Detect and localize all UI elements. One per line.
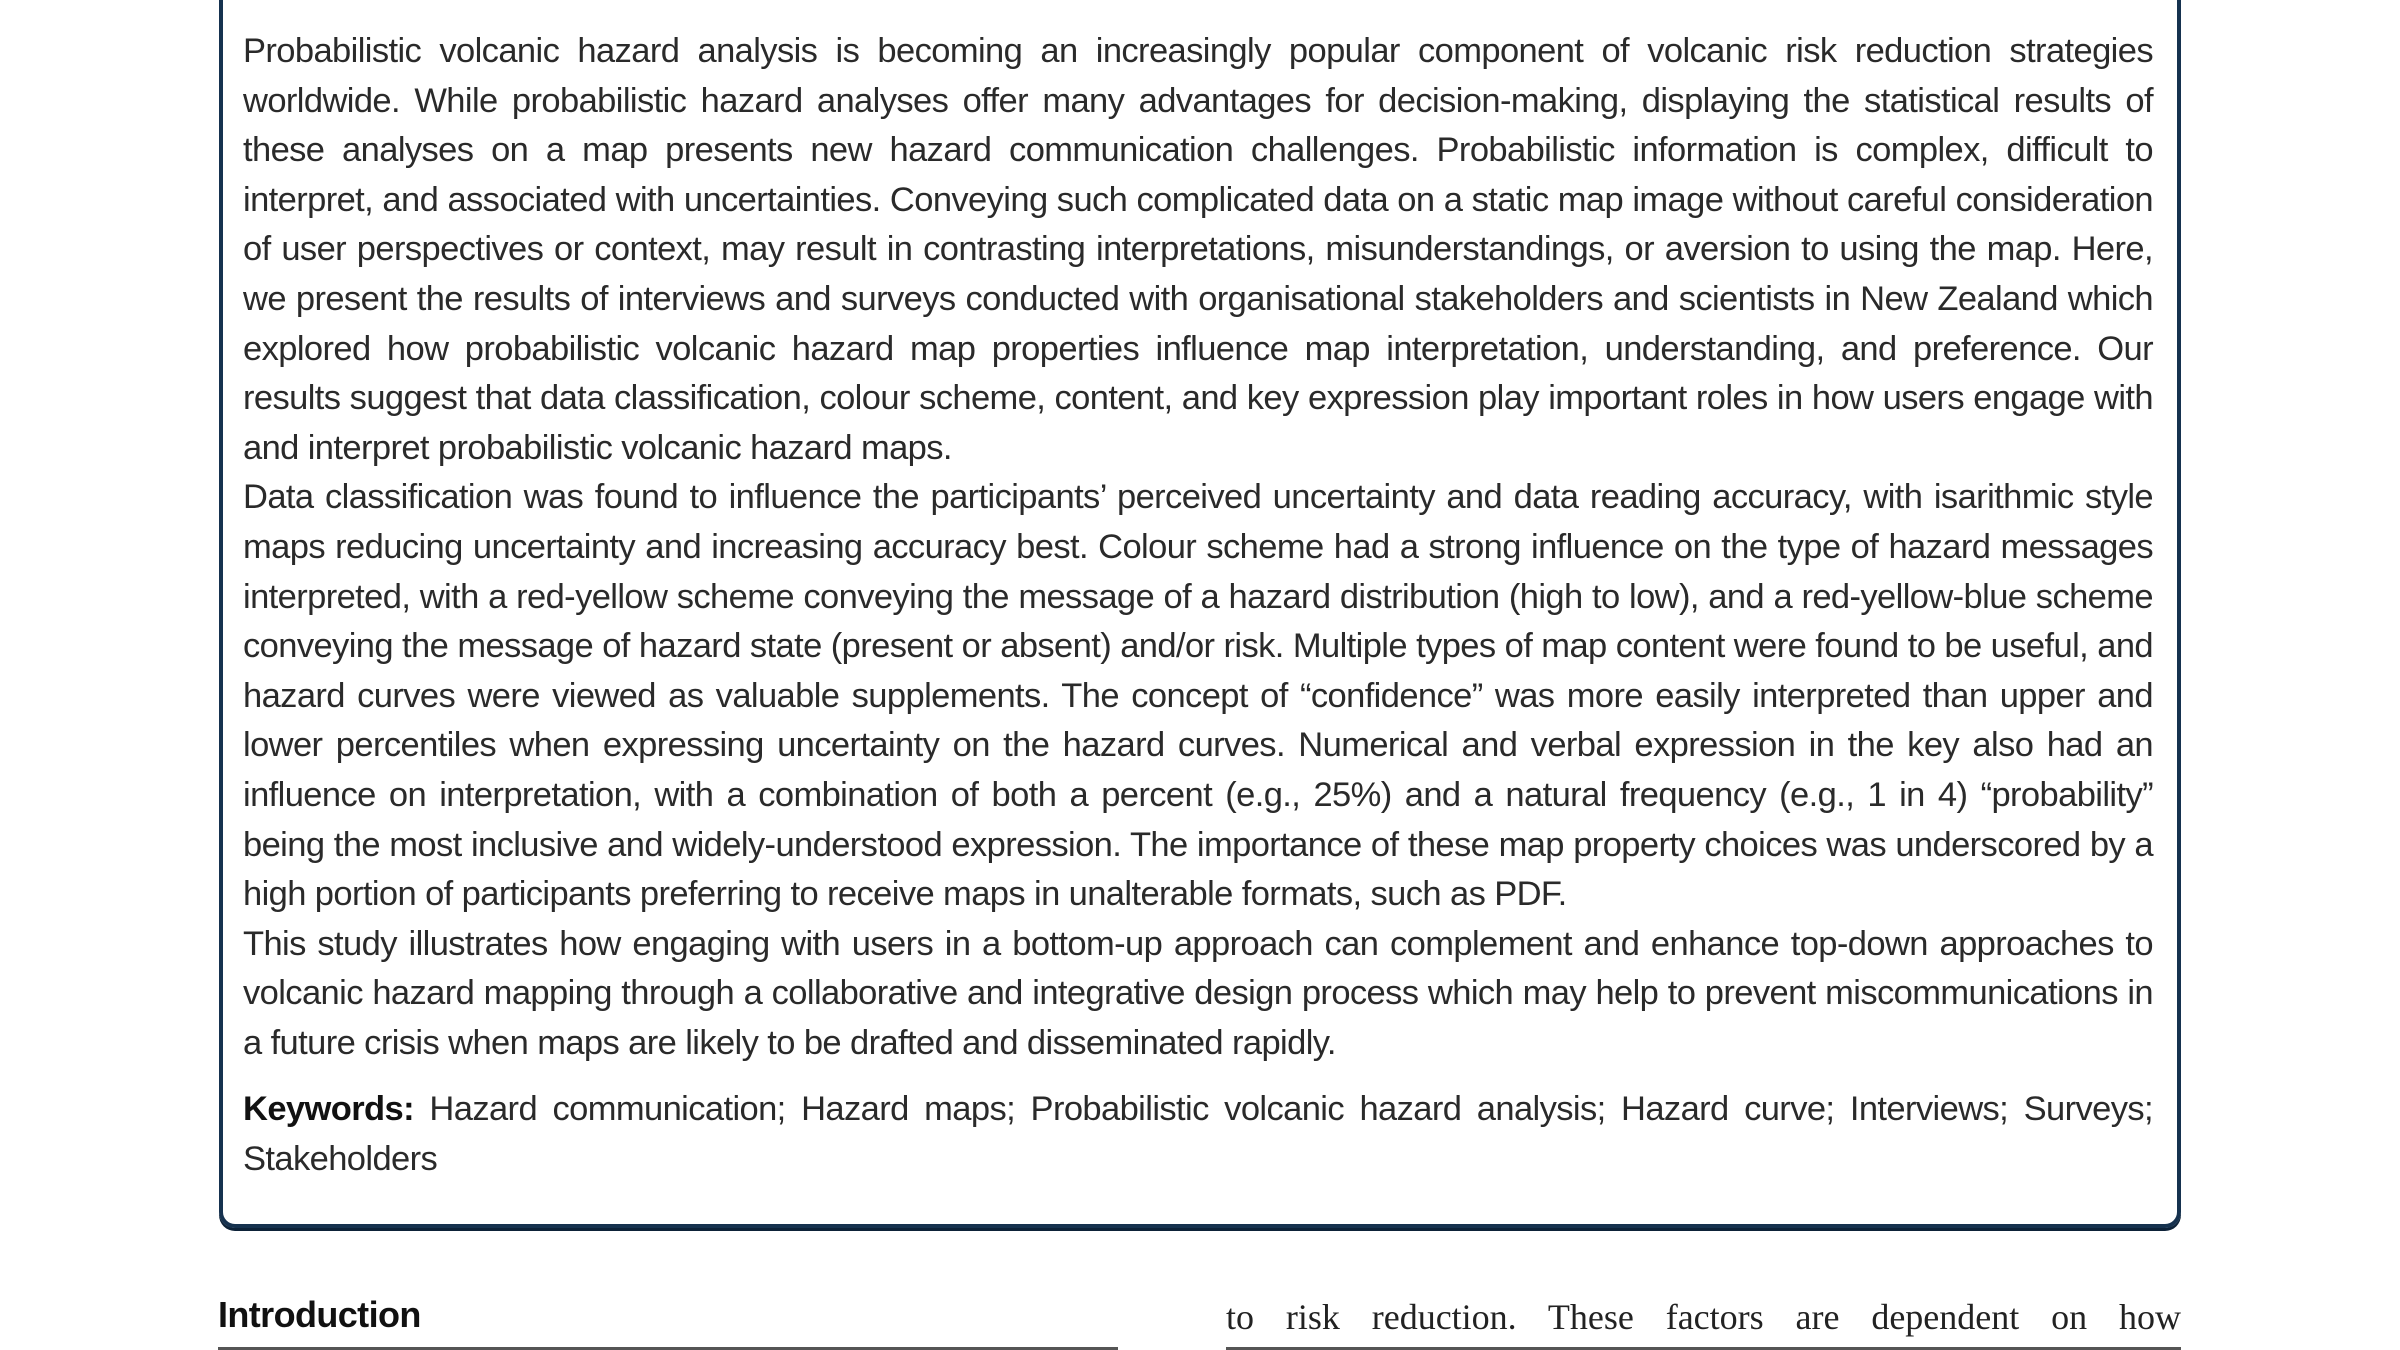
keywords-text: Hazard communication; Hazard maps; Probabilistic volcanic hazard analysis; Hazard curve; Interviews; Surveys; Stakeholders [243, 1090, 2153, 1179]
abstract-paragraph-3: This study illustrates how engaging with users in a bottom-up approach can complement and enhance top-down approaches to volcanic hazard mapping through a collaborative and integrative design process which may help to prevent miscommunications in a future crisis when maps are likely to be drafted and disseminated rapidly. [243, 924, 2153, 1062]
keywords [243, 1085, 2153, 1184]
abstract-body [243, 27, 2153, 1185]
abstract-paragraph-1: Probabilistic volcanic hazard analysis is becoming an increasingly popular component of volcanic risk reduction strategies worldwide. While probabilistic hazard analyses offer many advantages for decision-making, displaying the statistical results of these analyses on a map presents new hazard communication challenges. Probabilistic information is complex, difficult to interpret, and associated with uncertainties. Conveying such complicated data on a static map image without careful consideration of user perspectives or context, may result in contrasting interpretations, misunderstandings, or aversion to using the map. Here, we present the results of interviews and surveys conducted with organisational stakeholders and scientists in New Zealand which explored how probabilistic volcanic hazard map properties influence map interpretation, understanding, and preference. Our results suggest that data classification, colour scheme, content, and key expression play important roles in how users engage with and interpret probabilistic volcanic hazard maps. [243, 32, 2153, 467]
abstract-paragraph-2: Data classification was found to influence the participants’ perceived uncertainty and data reading accuracy, with isarithmic style maps reducing uncertainty and increasing accuracy best. Colour scheme had a strong influence on the type of hazard messages interpreted, with a red-yellow scheme conveying the message of a hazard distribution (high to low), and a red-yellow-blue scheme conveying the message of hazard state (present or absent) and/or risk. Multiple types of map content were found to be useful, and hazard curves were viewed as valuable supplements. The concept of “confidence” was more easily interpreted than upper and lower percentiles when expressing uncertainty on the hazard curves. Numerical and verbal expression in the key also had an influence on interpretation, with a combination of both a percent (e.g., 25%) and a natural frequency (e.g., 1 in 4) “probability” being the most inclusive and widely-understood expression. The importance of these map property choices was underscored by a high portion of participants preferring to receive maps in unalterable formats, such as PDF. [243, 478, 2153, 914]
keywords-label: Keywords: [243, 1090, 414, 1129]
introduction-right-column-text: to risk reduction. These factors are dependent on how [1226, 1297, 2181, 1337]
introduction-heading: Introduction [218, 1294, 421, 1335]
